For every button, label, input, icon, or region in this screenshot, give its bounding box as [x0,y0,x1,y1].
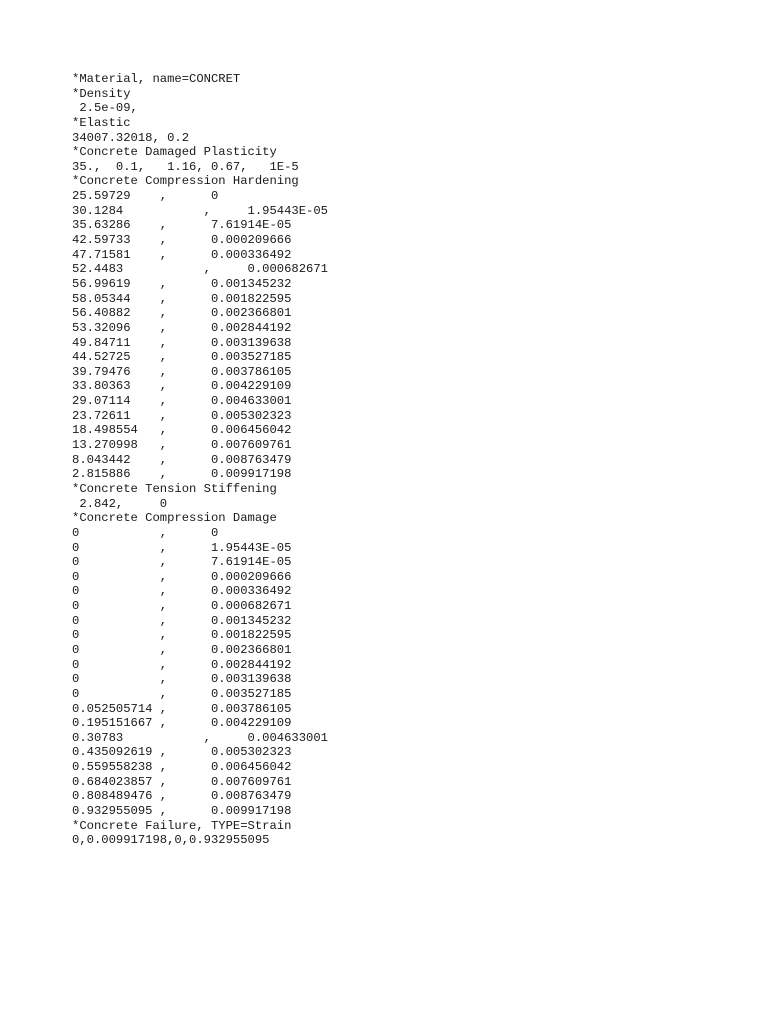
text-line: 44.52725 , 0.003527185 [72,350,292,365]
text-line: *Material, name=CONCRET [72,72,241,86]
text-line: 0.30783 , 0.004633001 [72,730,328,745]
text-line: 2.5e-09, [72,101,138,116]
text-line: *Concrete Failure, TYPE=Strain [72,818,292,833]
text-line: 30.1284 , 1.95443E-05 [72,203,328,218]
text-line: *Concrete Damaged Plasticity [72,145,277,160]
text-line: 42.59733 , 0.000209666 [72,233,292,248]
document-body [72,72,752,848]
text-line: *Elastic [72,115,131,130]
text-line: 47.71581 , 0.000336492 [72,247,292,262]
text-line: 25.59729 , 0 [72,189,219,204]
text-line: 2.842, 0 [72,496,168,511]
text-line: 18.498554 , 0.006456042 [72,423,292,438]
text-line: 52.4483 , 0.000682671 [72,262,328,277]
text-line: 0 , 0 [72,525,219,540]
text-line: 39.79476 , 0.003786105 [72,364,292,379]
text-line: 0 , 0.000209666 [72,569,292,584]
text-line: 2.815886 , 0.009917198 [72,467,292,482]
text-line: 0 , 1.95443E-05 [72,540,292,555]
text-line: 0 , 0.000682671 [72,599,292,614]
text-line: 35.63286 , 7.61914E-05 [72,218,292,233]
text-line: 34007.32018, 0.2 [72,130,190,145]
text-line: 0.559558238 , 0.006456042 [72,760,292,775]
text-line: 0.435092619 , 0.005302323 [72,745,292,760]
text-line: 0 , 0.001822595 [72,628,292,643]
text-line: 33.80363 , 0.004229109 [72,379,292,394]
text-line: 0 , 0.002844192 [72,657,292,672]
text-line: 56.40882 , 0.002366801 [72,306,292,321]
text-line: 0.932955095 , 0.009917198 [72,804,292,819]
text-line: *Density [72,86,131,101]
text-line: *Concrete Tension Stiffening [72,481,277,496]
text-line: 0 , 0.003139638 [72,672,292,687]
text-line: 53.32096 , 0.002844192 [72,320,292,335]
text-line: 0 , 7.61914E-05 [72,555,292,570]
text-line: 0.684023857 , 0.007609761 [72,774,292,789]
text-line: 0 , 0.001345232 [72,613,292,628]
text-line: 0 , 0.002366801 [72,642,292,657]
text-line: 56.99619 , 0.001345232 [72,276,292,291]
text-line: 0.052505714 , 0.003786105 [72,701,292,716]
text-line: 0.808489476 , 0.008763479 [72,789,292,804]
text-line: 49.84711 , 0.003139638 [72,335,292,350]
text-line: 13.270998 , 0.007609761 [72,438,292,453]
text-line: 8.043442 , 0.008763479 [72,452,292,467]
text-line: 35., 0.1, 1.16, 0.67, 1E-5 [72,159,299,174]
text-line: 0,0.009917198,0,0.932955095 [72,833,270,848]
text-line: *Concrete Compression Damage [72,511,277,526]
text-line: 23.72611 , 0.005302323 [72,408,292,423]
text-line: 0 , 0.000336492 [72,584,292,599]
text-line: 0 , 0.003527185 [72,686,292,701]
text-line: 29.07114 , 0.004633001 [72,394,292,409]
text-line: 0.195151667 , 0.004229109 [72,716,292,731]
text-line: 58.05344 , 0.001822595 [72,291,292,306]
text-line: *Concrete Compression Hardening [72,174,299,189]
